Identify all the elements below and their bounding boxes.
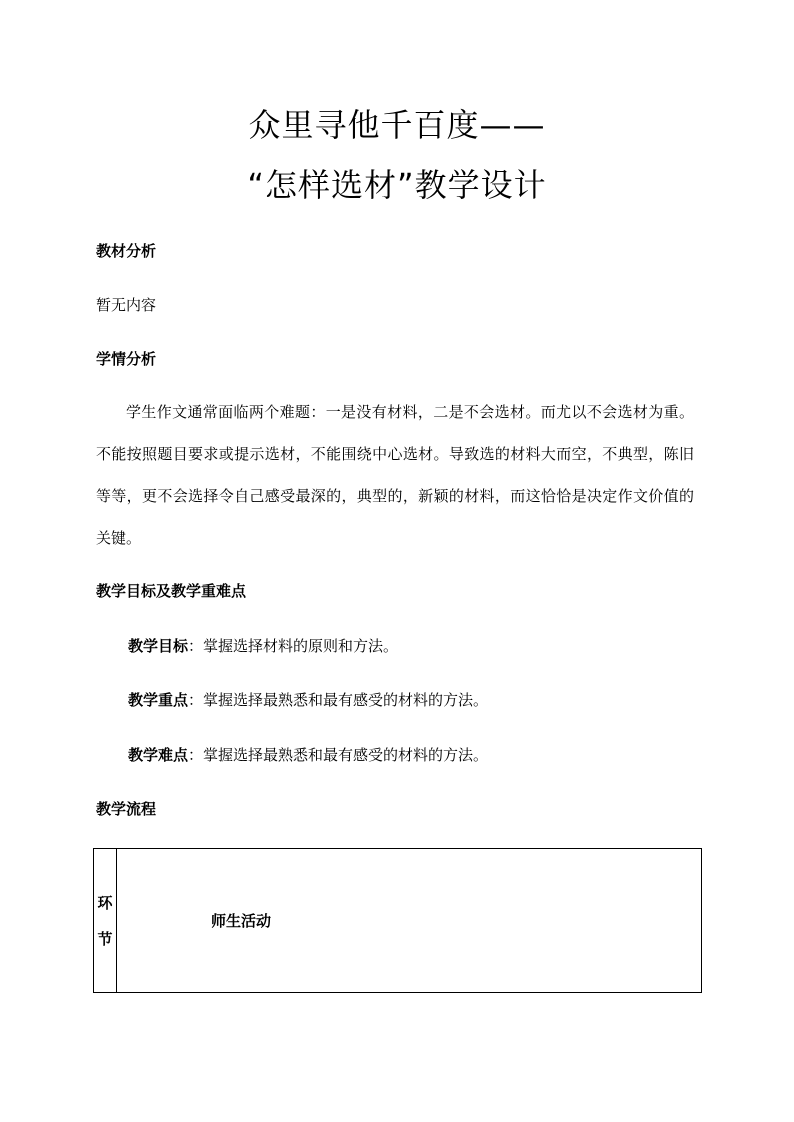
goal-separator: ： [188,746,204,764]
goal-label: 教学重点 [128,691,189,709]
goal-separator: ： [188,691,204,709]
stage-char-2: 节 [97,929,113,948]
activities-label: 师生活动 [211,912,272,930]
document-title-line2: “怎样选材”教学设计 [247,166,547,204]
process-heading: 教学流程 [96,800,157,818]
table-header-stage [94,849,117,993]
process-table [93,848,702,993]
stage-char-1: 环 [97,893,113,912]
goal-label: 教学难点 [128,746,189,764]
goal-separator: ： [188,637,204,655]
table-row [94,849,702,993]
goal-item-key-point [128,689,488,710]
table-header-activities [117,849,702,993]
goals-heading: 教学目标及教学重难点 [96,582,247,600]
goal-text: 掌握选择材料的原则和方法。 [203,637,399,655]
goal-item-difficulty [128,744,488,765]
student-analysis-heading: 学情分析 [96,350,157,368]
goal-label: 教学目标 [128,637,189,655]
material-analysis-heading: 教材分析 [96,242,157,260]
goal-item-objective [128,635,398,656]
material-analysis-content: 暂无内容 [96,296,157,314]
document-title-line1: 众里寻他千百度—— [248,106,546,144]
student-analysis-paragraph: 学生作文通常面临两个难题：一是没有材料，二是不会选材。而尤以不会选材为重。不能按照题目要求或提示选材，不能围绕中心选材。导致选的材料大而空，不典型，陈旧等等，更不会选择令自己感受最深的，典型的，新颖的材料，而这恰恰是决定作文价值的关键。 [96,403,694,547]
goal-text: 掌握选择最熟悉和最有感受的材料的方法。 [203,746,489,764]
goal-text: 掌握选择最熟悉和最有感受的材料的方法。 [203,691,489,709]
